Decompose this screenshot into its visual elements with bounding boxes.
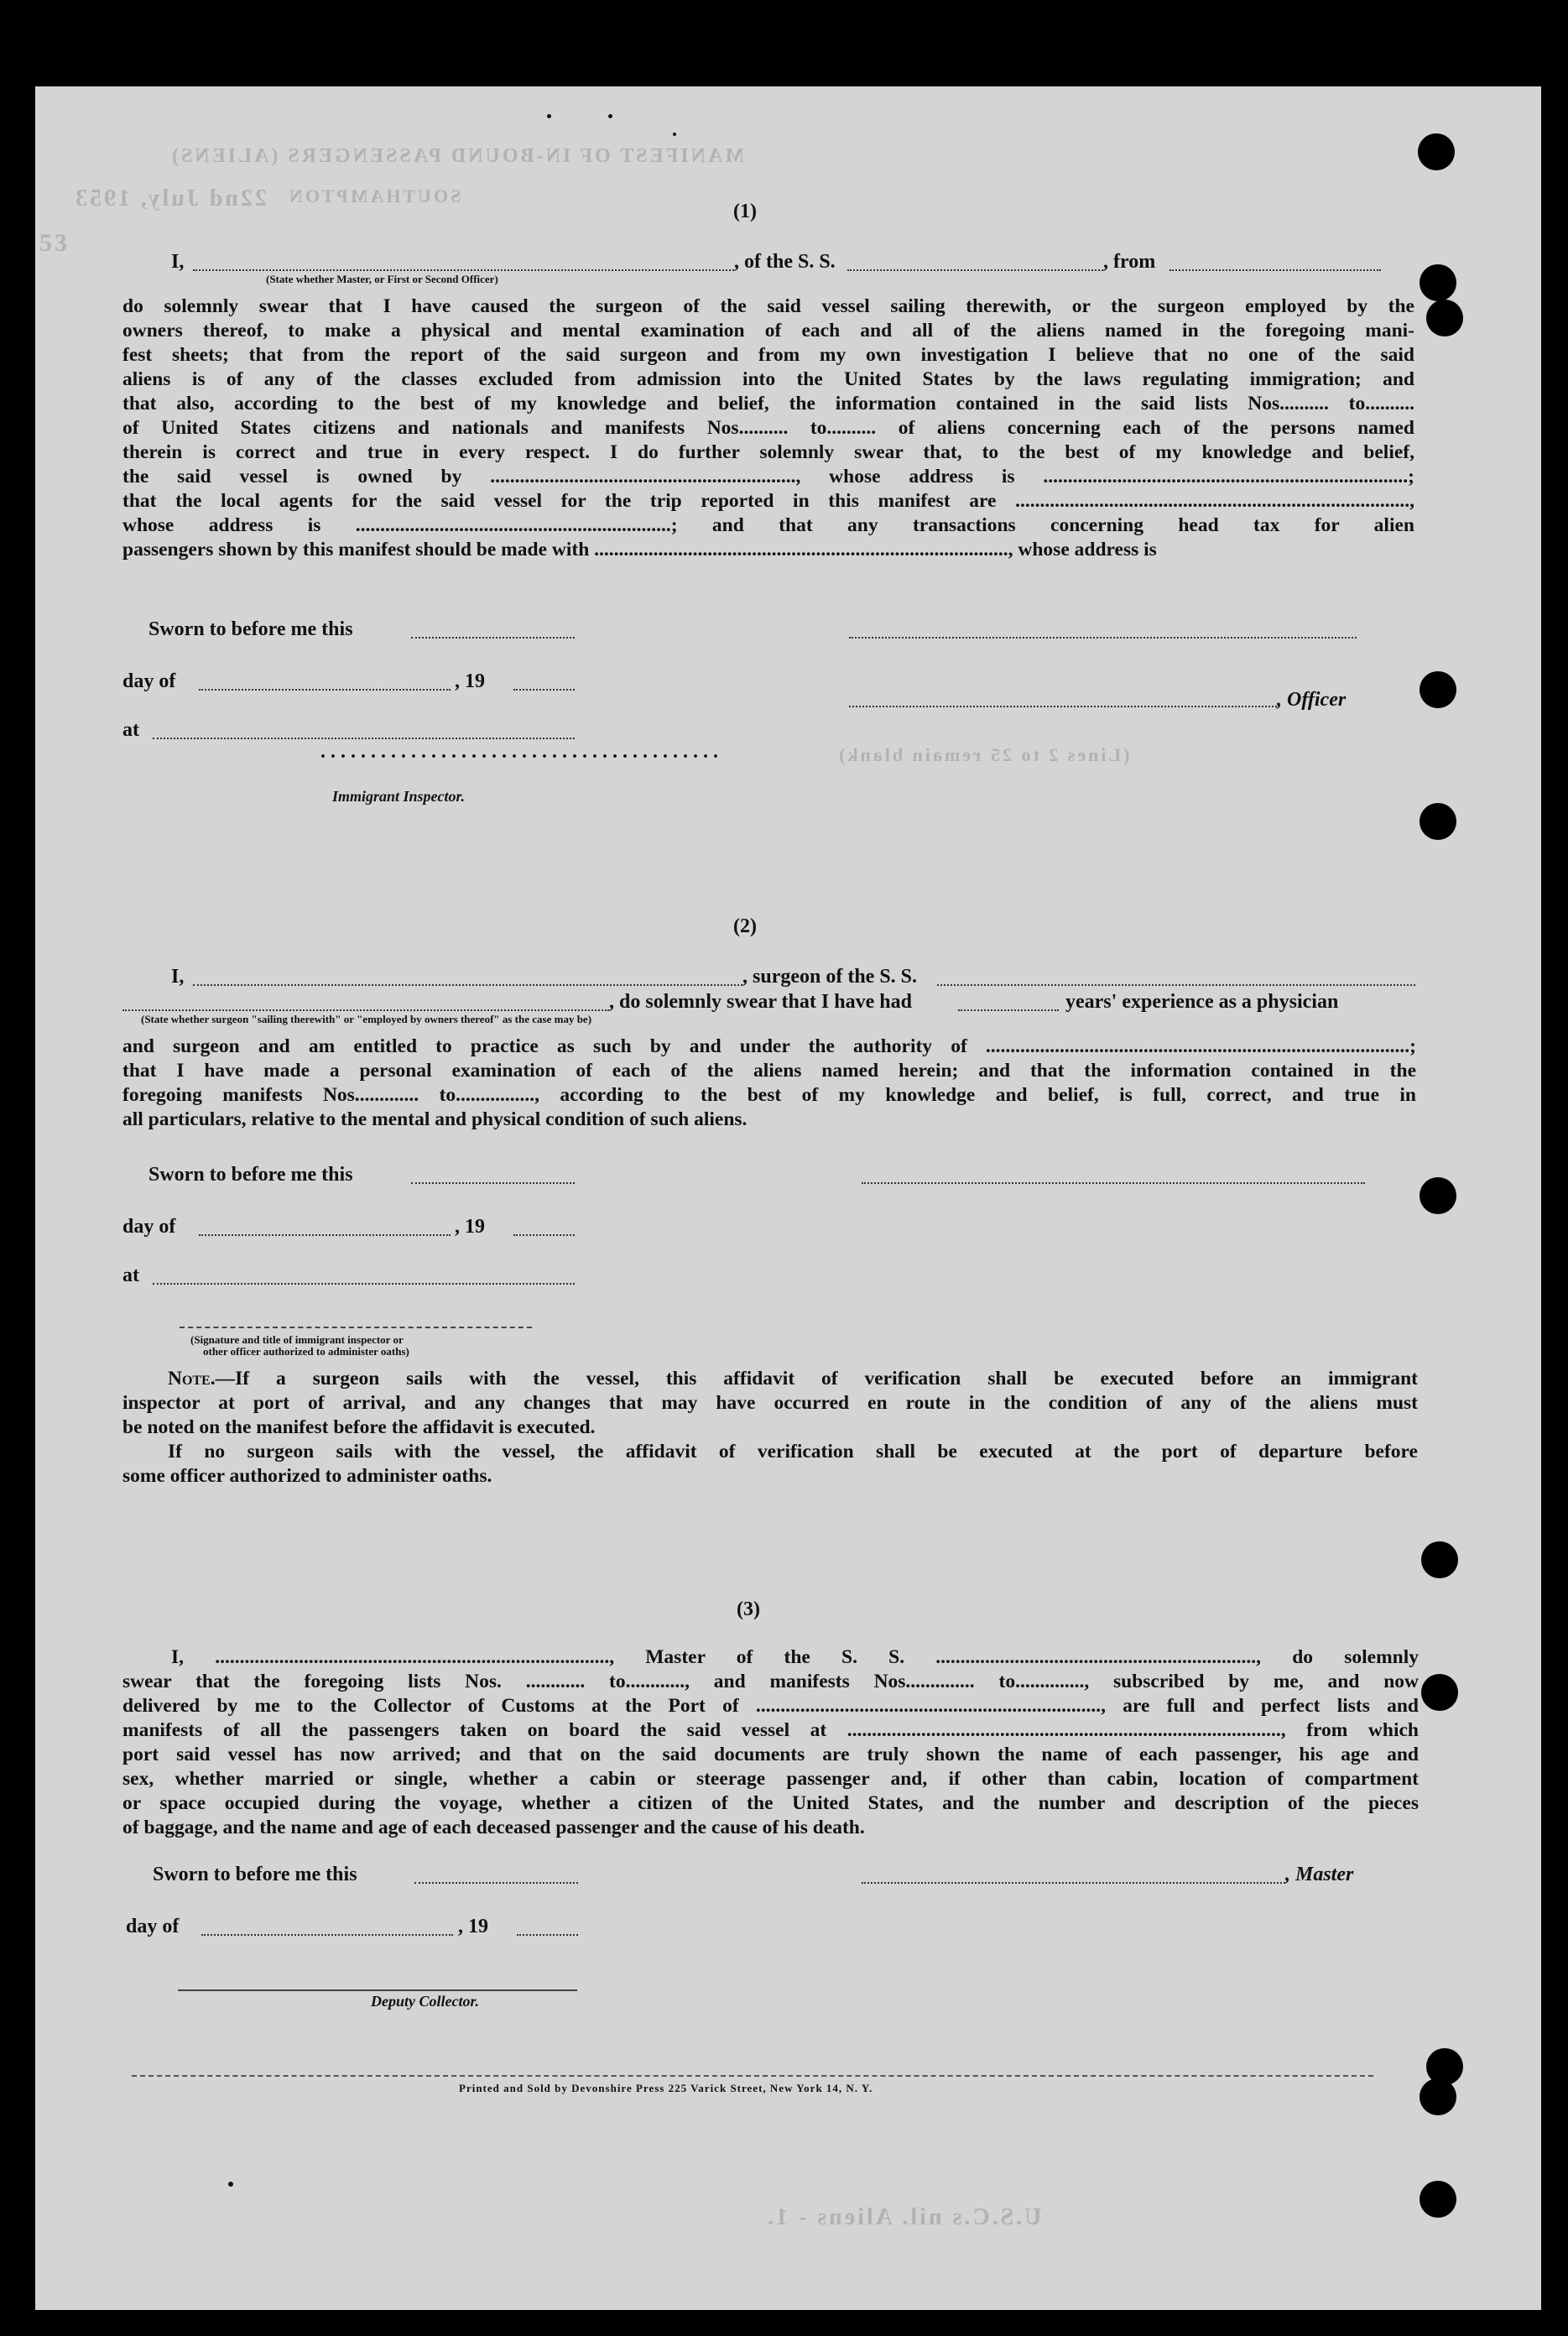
s2-line: foregoing manifests Nos............. to................, according to the best of my knowledge and belief, is full, correct, and true in [122,1084,1416,1106]
s3-line: of baggage, and the name and age of each deceased passenger and the cause of his death. [122,1817,865,1838]
s1-ship-line [847,269,1103,271]
s1-line: that the local agents for the said vessel for the trip reported in this manifest are ................................................................................, [122,490,1414,512]
note-line: be noted on the manifest before the affidavit is executed. [122,1416,596,1438]
s1-of-ss: , of the S. S. [734,251,836,273]
s1-i: I, [171,251,185,273]
s1-line: aliens is of any of the classes excluded from admission into the United States by the laws regulating immigration; and [122,368,1414,390]
s1-sig-line-1 [849,637,1357,639]
s1-line: fest sheets; that from the report of the said surgeon and from my own investigation I believe that no one of the said [122,344,1414,366]
ghost-number: 53 [39,229,70,257]
s2-line: that I have made a personal examination of each of the aliens named herein; and that the information contained in the [122,1060,1416,1082]
s3-day-of: day of [126,1916,180,1937]
s3-sworn-line [414,1882,578,1884]
s2-sig-caption-2: other officer authorized to administer oaths) [203,1345,409,1358]
s1-year: , 19 [455,670,485,692]
s3-year: , 19 [458,1916,488,1937]
s2-year: , 19 [455,1216,485,1238]
s2-day-of: day of [122,1216,176,1238]
s2-sig-caption-1: (Signature and title of immigrant inspector or [190,1333,404,1346]
section-3-number: (3) [737,1598,760,1620]
s1-line: do solemnly swear that I have caused the surgeon of the said vessel sailing therewith, or the surgeon employed by the [122,295,1414,317]
s2-ship-line [937,984,1415,986]
s3-deputy: Deputy Collector. [371,1993,479,2010]
section-2-number: (2) [733,915,757,937]
note-line [122,1367,1418,1391]
s3-sworn: Sworn to before me this [153,1864,357,1885]
ghost-date: 22nd July, 1953 [73,185,267,211]
s1-line: of United States citizens and nationals and manifests Nos.......... to.......... of aliens concerning each of the persons named [122,417,1414,439]
s2-surgeon-of: , surgeon of the S. S. [742,966,918,988]
s1-dot-leader: ........................................ [320,741,723,763]
ghost-stamp: U.S.C.s nil. Aliens - 1. [765,2204,1042,2230]
s2-sworn-line [411,1182,575,1184]
s3-master-sig-line [862,1882,1285,1884]
punch-hole [1420,803,1456,840]
note-label: Note. [168,1368,216,1390]
s2-employ-line [122,1009,609,1011]
s3-line: or space occupied during the voyage, whether a citizen of the United States, and the number and description of the pieces [122,1792,1419,1814]
s1-caption: (State whether Master, or First or Second Officer) [266,273,498,285]
s3-line: swear that the foregoing lists Nos. ............ to............, and manifests Nos.............. to.............., subscribed by me, and now [122,1671,1419,1692]
s1-day-line [199,689,451,691]
s1-from: , from [1103,251,1156,273]
section-2-body [122,1035,1416,1132]
s1-officer-sig-line [849,706,1277,707]
s3-line: I, ................................................................................, Master of the S. S. ................................................................., do solemnly [171,1646,1419,1668]
s1-line: therein is correct and true in every respect. I do further solemnly swear that, to the best of my knowledge and belief, [122,441,1414,463]
punch-hole [1420,264,1456,301]
s3-line: manifests of all the passengers taken on board the said vessel at ........................................................................................, from which [122,1719,1419,1741]
s2-at-line [153,1283,575,1285]
s2-years-line [958,1009,1059,1011]
s1-line: the said vessel is owned by .............................................................., whose address is ..........................................................................; [122,466,1414,488]
s2-day-line [199,1234,451,1236]
s2-sworn: Sworn to before me this [148,1164,353,1186]
ink-speck [228,2182,233,2187]
punch-hole [1420,671,1456,708]
note-line: If no surgeon sails with the vessel, the affidavit of verification shall be executed at the port of departure before [168,1441,1418,1463]
s3-day-line [201,1934,453,1936]
ghost-title: MANIFEST OF IN-BOUND PASSENGERS (ALIENS) [169,145,744,167]
punch-hole [1420,2078,1456,2115]
s1-year-line [513,689,575,691]
ink-speck [608,114,612,118]
s1-line: owners thereof, to make a physical and mental examination of each and all of the aliens named in the foregoing mani- [122,320,1414,342]
s2-at: at [122,1264,139,1286]
note-line: some officer authorized to administer oaths. [122,1465,492,1487]
ink-speck [673,133,676,136]
ink-speck [547,114,551,118]
s3-collector-sig-line [178,1989,577,1991]
punch-hole [1418,133,1455,170]
s1-line: whose address is ................................................................; and that any transactions concerning head tax for alien [122,514,1414,536]
s1-at-line [153,738,575,739]
note-line: inspector at port of arrival, and any changes that may have occurred en route in the condition of any of the aliens must [122,1392,1418,1414]
section-3-body [122,1645,1419,1840]
s1-inspector: Immigrant Inspector. [332,788,466,805]
printer-imprint: Printed and Sold by Devonshire Press 225 Varick Street, New York 14, N. Y. [459,2082,873,2094]
s1-at: at [122,719,139,741]
punch-hole [1421,1674,1458,1711]
manifest-page [35,86,1541,2310]
footer-rule [132,2075,1373,2077]
s3-line: sex, whether married or single, whether a cabin or steerage passenger and, if other than cabin, location of compartment [122,1768,1419,1790]
s2-i: I, [171,966,185,988]
s1-line: passengers shown by this manifest should be made with ...................................................................................., whose address is [122,539,1157,561]
note-block [122,1367,1418,1489]
s2-line: and surgeon and am entitled to practice as such by and under the authority of ......................................................................................; [122,1035,1416,1057]
s2-caption: (State whether surgeon "sailing therewith" or "employed by owners thereof" as the case may be) [141,1013,592,1025]
s3-year-line [517,1934,578,1936]
s2-years: years' experience as a physician [1065,991,1339,1013]
s3-master: , Master [1285,1864,1354,1885]
section-1-number: (1) [733,201,757,222]
s2-name-line [193,984,742,986]
s2-line: all particulars, relative to the mental and physical condition of such aliens. [122,1108,748,1130]
section-1-body [122,295,1414,562]
s1-officer: , Officer [1277,689,1347,711]
s2-swear: , do solemnly swear that I have had [609,991,912,1013]
s2-inspector-sig-line [180,1327,532,1328]
s3-line: port said vessel has now arrived; and that on the said documents are truly shown the name of each passenger, his age and [122,1744,1419,1765]
s1-day-of: day of [122,670,176,692]
ghost-port: SOUTHAMPTON [287,185,461,206]
s1-sworn: Sworn to before me this [148,618,353,640]
s1-sworn-line [411,637,575,639]
s1-officer-name-line [193,269,734,271]
punch-hole [1421,1541,1458,1578]
s2-year-line [513,1234,575,1236]
punch-hole [1420,1177,1456,1214]
s1-ghost-note: (Lines 2 to 25 remain blank) [836,744,1130,765]
punch-hole [1420,2181,1456,2218]
s1-from-line [1169,269,1381,271]
s2-sig-line [862,1182,1365,1184]
punch-hole [1426,300,1463,336]
s1-line: that also, according to the best of my knowledge and belief, the information contained in the said lists Nos.......... to.......... [122,393,1414,415]
note-text: —If a surgeon sails with the vessel, this affidavit of verification shall be executed before an immigrant [215,1368,1418,1390]
s3-line: delivered by me to the Collector of Customs at the Port of ......................................................................, are full and perfect lists and [122,1695,1419,1717]
